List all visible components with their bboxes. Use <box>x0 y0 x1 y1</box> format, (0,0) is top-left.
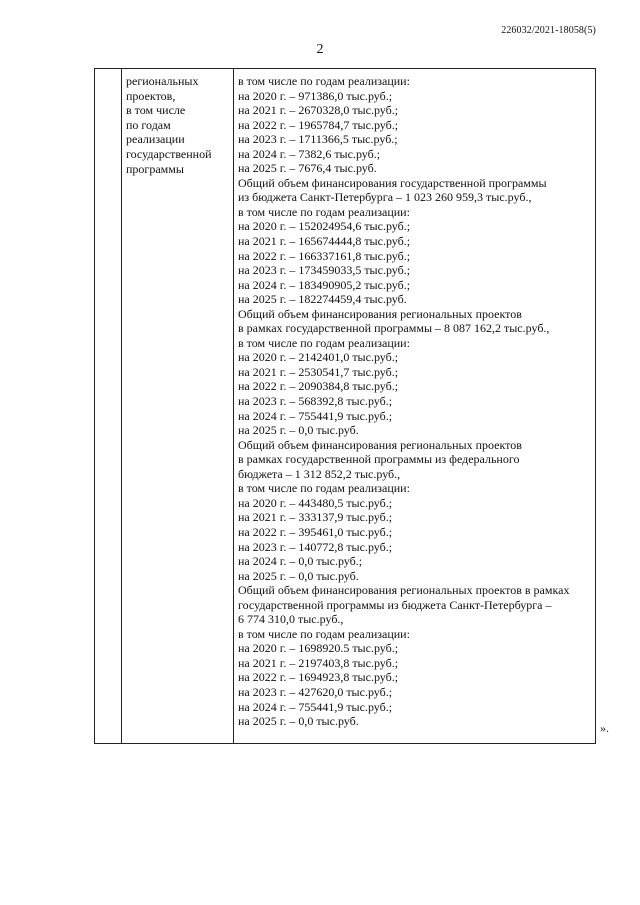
content-line: на 2022 г. – 1965784,7 тыс.руб.; <box>238 117 399 132</box>
content-line: на 2022 г. – 1694923,8 тыс.руб.; <box>238 670 399 685</box>
content-line: Общий объем финансирования государственной программы <box>238 175 547 190</box>
content-line: на 2025 г. – 0,0 тыс.руб. <box>238 714 359 729</box>
content-line: в рамках государственной программы из федерального <box>238 452 520 467</box>
content-line: Общий объем финансирования региональных проектов <box>238 437 522 452</box>
content-line: государственной программы из бюджета Санкт-Петербурга – <box>238 597 552 612</box>
content-line: на 2022 г. – 2090384,8 тыс.руб.; <box>238 379 399 394</box>
content-line: на 2022 г. – 395461,0 тыс.руб.; <box>238 524 393 539</box>
content-line: на 2021 г. – 2530541,7 тыс.руб.; <box>238 364 399 379</box>
content-line: в том числе по годам реализации: <box>238 335 410 350</box>
table-empty-column <box>95 69 122 743</box>
content-line: 6 774 310,0 тыс.руб., <box>238 612 344 627</box>
content-line: на 2020 г. – 2142401,0 тыс.руб.; <box>238 350 399 365</box>
content-line: на 2021 г. – 2197403,8 тыс.руб.; <box>238 655 399 670</box>
content-line: на 2024 г. – 755441,9 тыс.руб.; <box>238 699 393 714</box>
label-line: реализации <box>126 132 185 147</box>
content-line: на 2023 г. – 568392,8 тыс.руб.; <box>238 394 393 409</box>
content-line: на 2021 г. – 2670328,0 тыс.руб.; <box>238 103 399 118</box>
content-line: в рамках государственной программы – 8 087 162,2 тыс.руб., <box>238 321 550 336</box>
content-line: на 2021 г. – 333137,9 тыс.руб.; <box>238 510 393 525</box>
table-content-column <box>234 69 595 743</box>
table-label-column <box>122 69 234 743</box>
content-line: на 2023 г. – 1711366,5 тыс.руб.; <box>238 132 398 147</box>
label-line: программы <box>126 161 184 176</box>
label-line: в том числе <box>126 103 186 118</box>
content-line: в том числе по годам реализации: <box>238 74 410 88</box>
content-line: на 2020 г. – 443480,5 тыс.руб.; <box>238 495 393 510</box>
content-line: на 2021 г. – 165674444,8 тыс.руб.; <box>238 234 411 249</box>
content-line: на 2024 г. – 755441,9 тыс.руб.; <box>238 408 393 423</box>
content-line: из бюджета Санкт-Петербурга – 1 023 260 959,3 тыс.руб., <box>238 190 532 205</box>
content-line: в том числе по годам реализации: <box>238 204 410 219</box>
label-line: проектов, <box>126 88 176 103</box>
content-line: на 2024 г. – 0,0 тыс.руб.; <box>238 554 363 569</box>
content-line: на 2020 г. – 152024954,6 тыс.руб.; <box>238 219 411 234</box>
content-line: в том числе по годам реализации: <box>238 481 410 496</box>
content-line: на 2020 г. – 1698920.5 тыс.руб.; <box>238 641 399 656</box>
closing-quote: ». <box>600 721 609 735</box>
content-line: на 2024 г. – 183490905,2 тыс.руб.; <box>238 277 411 292</box>
content-line: на 2023 г. – 140772,8 тыс.руб.; <box>238 539 393 554</box>
content-line: на 2020 г. – 971386,0 тыс.руб.; <box>238 88 393 103</box>
content-line: на 2025 г. – 7676,4 тыс.руб. <box>238 161 377 176</box>
content-line: бюджета – 1 312 852,2 тыс.руб., <box>238 466 401 481</box>
content-line: на 2023 г. – 427620,0 тыс.руб.; <box>238 684 393 699</box>
content-line: на 2024 г. – 7382,6 тыс.руб.; <box>238 146 381 161</box>
page-number: 2 <box>316 42 324 57</box>
content-line: Общий объем финансирования региональных проектов в рамках <box>238 583 570 598</box>
label-line: региональных <box>126 74 199 88</box>
label-line: по годам <box>126 117 171 132</box>
financing-table <box>94 68 596 744</box>
content-line: на 2022 г. – 166337161,8 тыс.руб.; <box>238 248 411 263</box>
content-line: на 2025 г. – 0,0 тыс.руб. <box>238 423 359 438</box>
label-line: государственной <box>126 146 212 161</box>
content-line: на 2023 г. – 173459033,5 тыс.руб.; <box>238 263 411 278</box>
content-line: на 2025 г. – 182274459,4 тыс.руб. <box>238 292 407 307</box>
content-line: Общий объем финансирования региональных проектов <box>238 306 522 321</box>
document-id: 226032/2021-18058(5) <box>501 25 596 36</box>
content-line: в том числе по годам реализации: <box>238 626 410 641</box>
content-line: на 2025 г. – 0,0 тыс.руб. <box>238 568 359 583</box>
